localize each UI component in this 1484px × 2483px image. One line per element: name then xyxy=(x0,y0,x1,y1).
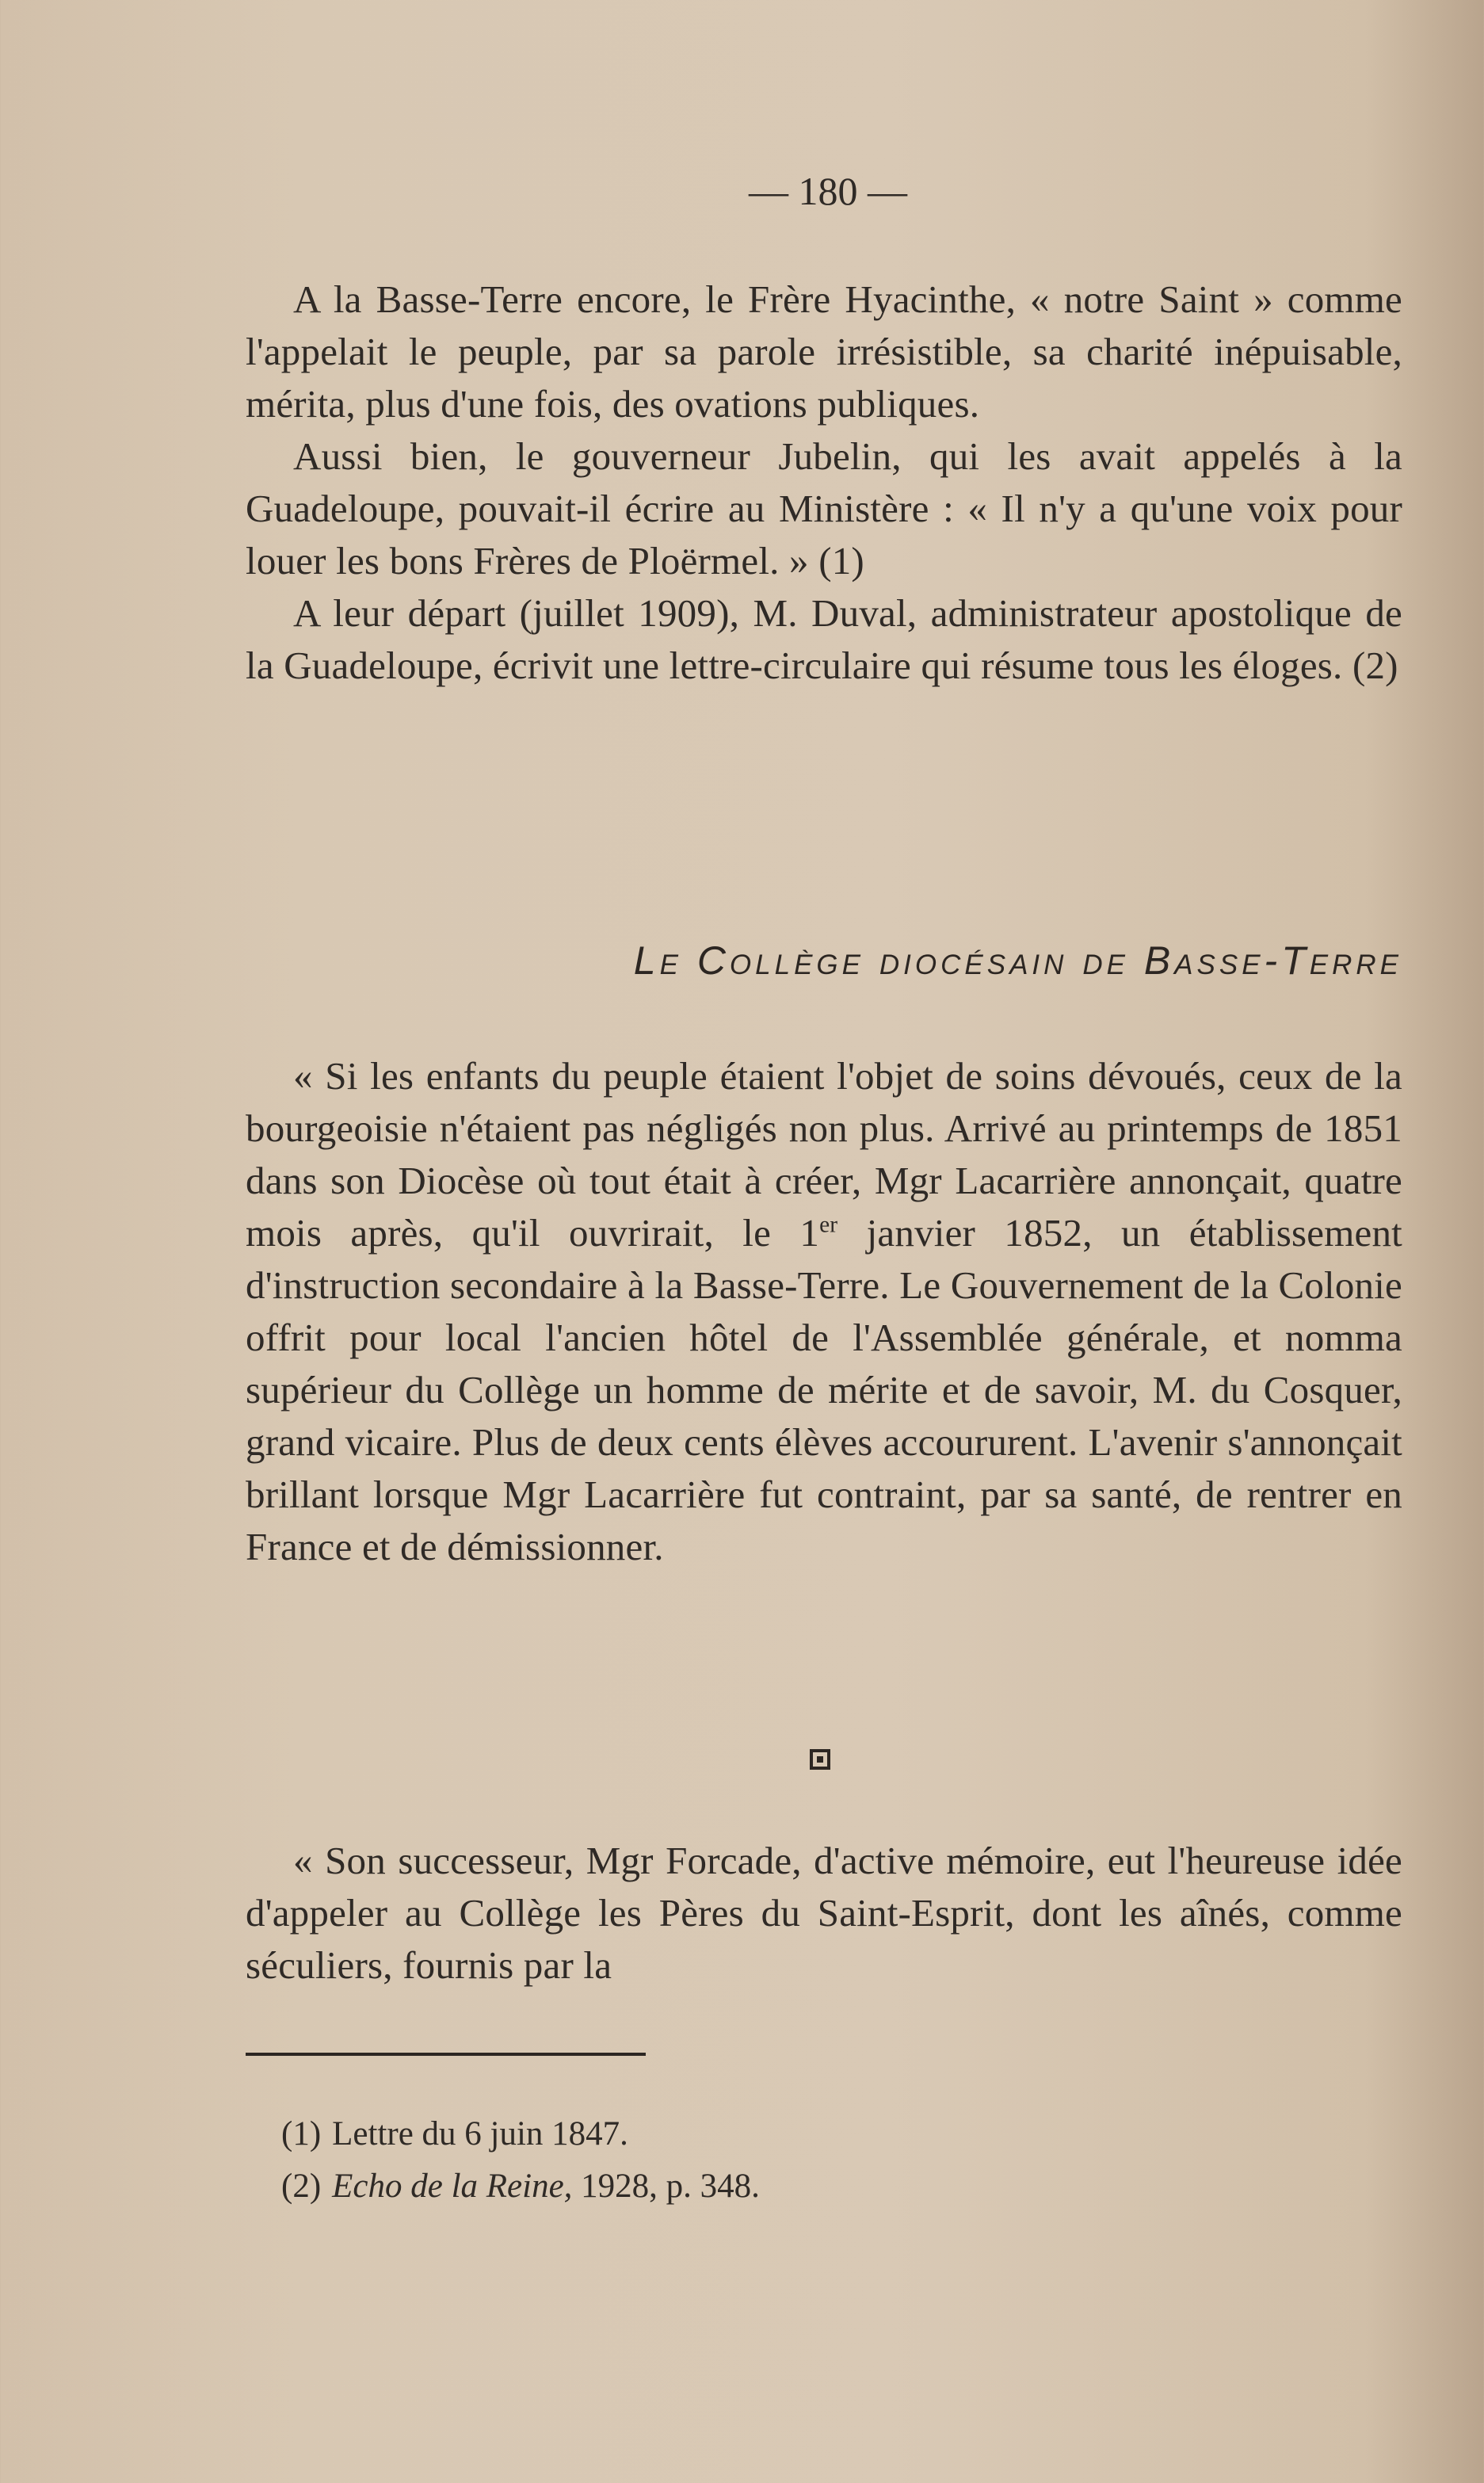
page-number: — 180 — xyxy=(749,169,907,213)
footnote-2-title: Echo de la Reine, xyxy=(332,2168,573,2205)
section-ornament-icon xyxy=(810,1749,830,1770)
paragraph-5: « Son successeur, Mgr Forcade, d'active mémoire, eut l'heureuse idée d'appeler au Collège les Pères du Saint-Esprit, dont les aînés, comme séculiers, fournis par la xyxy=(246,1839,1402,1987)
footnote-2 xyxy=(281,2160,1232,2213)
paragraph-3: A leur départ (juillet 1909), M. Duval, administrateur apostolique de la Guadeloupe, écrivit une lettre-circulaire qui résume tous les éloges. (2) xyxy=(246,591,1402,687)
section-3-body xyxy=(246,1835,1402,1992)
paragraph-4-part-1: « Si les enfants du peuple étaient l'objet de soins dévoués, ceux de la bourgeoisie n'étaient pas négligés non plus. Arrivé au printemps de 1851 dans son Diocèse où tout était à créer, Mgr Lacarrière annonçait, quatre mois après, qu'il ouvrirait, le 1 xyxy=(246,1054,1402,1255)
footnote-1 xyxy=(281,2108,1232,2160)
paragraph-2: Aussi bien, le gouverneur Jubelin, qui les avait appelés à la Guadeloupe, pouvait-il écrire au Ministère : « Il n'y a qu'une voix pour louer les bons Frères de Ploërmel. » (1) xyxy=(246,434,1402,583)
section-heading: Le Collège diocésain de Basse-Terre xyxy=(633,938,1402,983)
footnote-2-ref: (2) xyxy=(281,2168,322,2205)
footnote-divider xyxy=(246,2053,646,2056)
section-2-body xyxy=(246,1050,1402,1573)
footnote-2-text: 1928, p. 348. xyxy=(572,2168,760,2205)
section-1-body xyxy=(246,273,1402,692)
footnote-1-ref: (1) xyxy=(281,2115,322,2153)
ordinal-superscript: er xyxy=(819,1212,838,1238)
footnotes xyxy=(281,2108,1232,2213)
paragraph-4-part-2: janvier 1852, un établissement d'instruction secondaire à la Basse-Terre. Le Gouvernement de la Colonie offrit pour local l'ancien hôtel de l'Assemblée générale, et nomma supérieur du Collège un homme de mérite et de savoir, M. du Cosquer, grand vicaire. Plus de deux cents élèves accoururent. L'avenir s'annonçait brillant lorsque Mgr Lacarrière fut contraint, par sa santé, de rentrer en France et de démissionner. xyxy=(246,1211,1402,1568)
paragraph-1: A la Basse-Terre encore, le Frère Hyacinthe, « notre Saint » comme l'appelait le peuple, par sa parole irrésistible, sa charité inépuisable, mérita, plus d'une fois, des ovations publiques. xyxy=(246,277,1402,426)
footnote-1-text: Lettre du 6 juin 1847. xyxy=(332,2115,628,2153)
paragraph-4 xyxy=(246,1050,1402,1573)
